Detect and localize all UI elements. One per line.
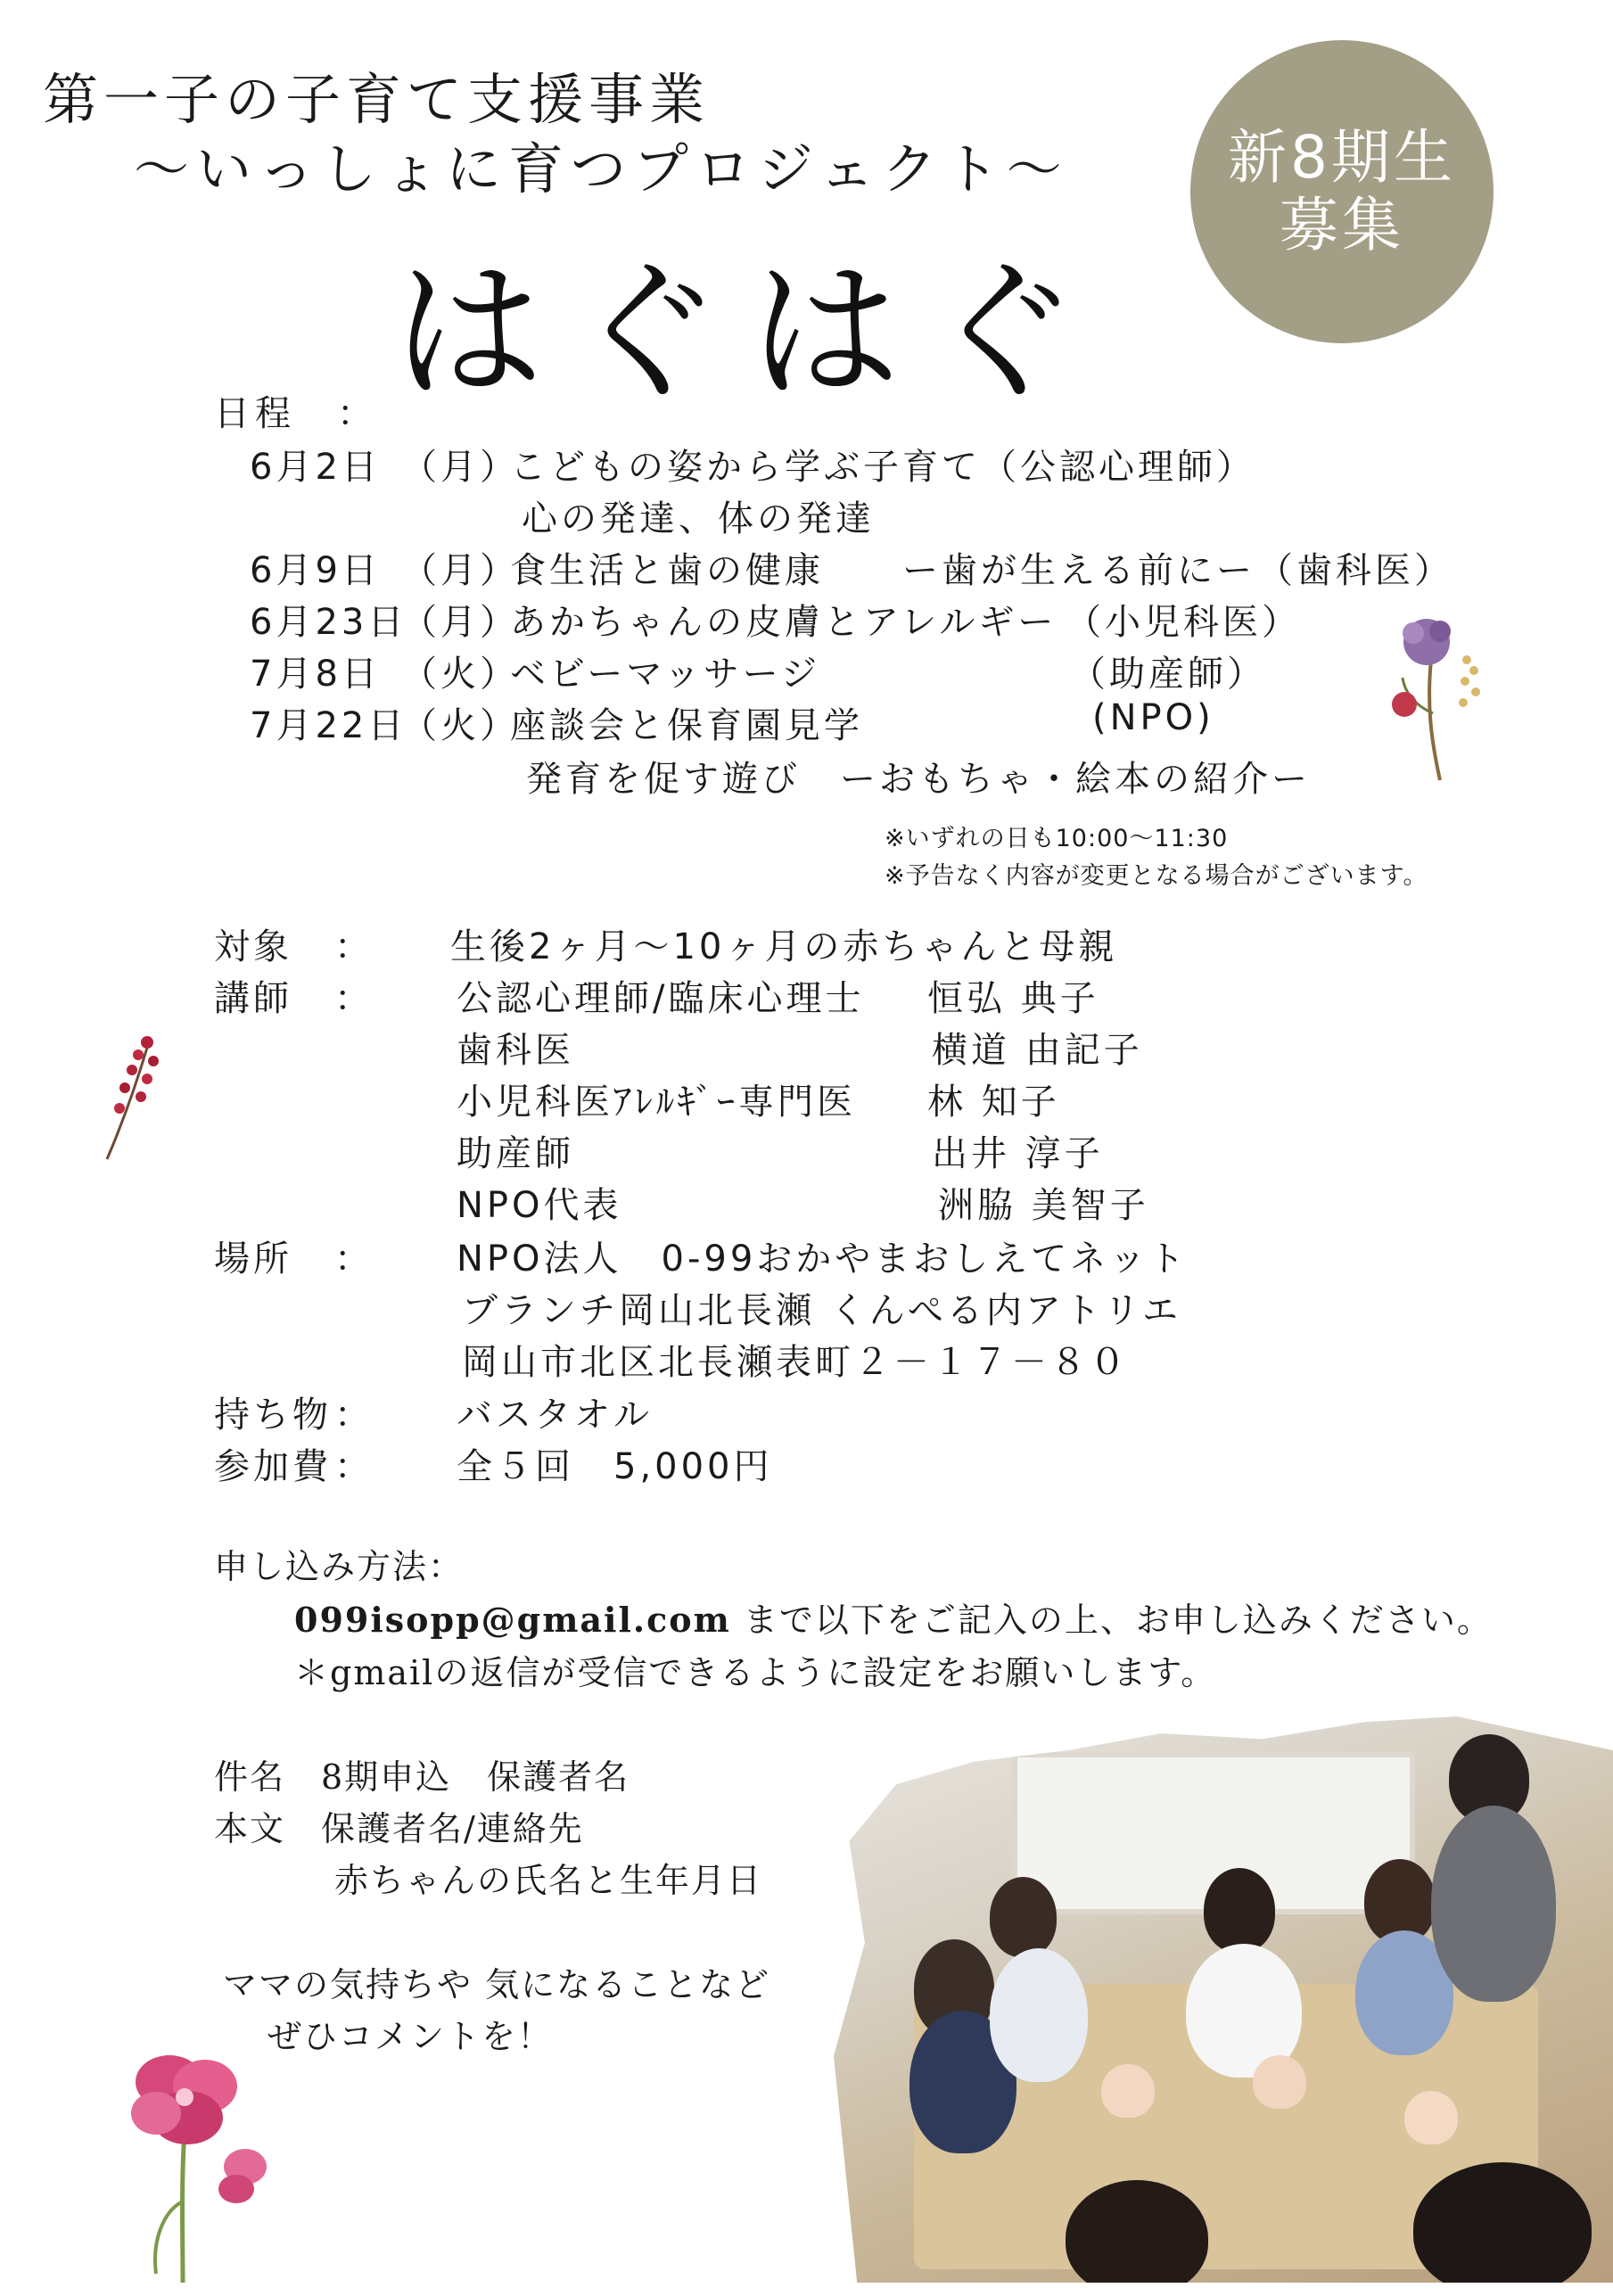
photo-person	[990, 1877, 1057, 1957]
photo-baby	[1253, 2055, 1306, 2109]
pink-flower-icon	[103, 2033, 281, 2283]
schedule-row	[0, 439, 1613, 488]
project-name: 〜いっしょに育つプロジェクト〜	[134, 136, 1069, 202]
instructor-role: 助産師	[457, 1133, 574, 1174]
apply-text: まで以下をご記入の上、お申し込みください。	[730, 1601, 1493, 1640]
form-body-detail: 赤ちゃんの氏名と生年月日	[334, 1861, 763, 1900]
apply-email-link[interactable]: 099isopp@gmail.com	[294, 1600, 731, 1640]
schedule-instructor: （小児科医）	[1066, 602, 1301, 643]
instructor-name: 洲脇 美智子	[938, 1185, 1149, 1226]
instructor-row	[0, 1125, 1613, 1174]
fee-row	[0, 1438, 1613, 1487]
schedule-date: 7月22日	[250, 705, 407, 746]
form-body: 本文 保護者名/連絡先	[214, 1809, 584, 1848]
place-label: 場所	[214, 1239, 292, 1280]
schedule-row	[0, 646, 1613, 695]
purple-flower-icon	[1378, 606, 1502, 785]
place-row	[0, 1282, 1613, 1331]
instructor-name: 横道 由記子	[932, 1030, 1143, 1071]
red-berry-icon	[98, 1030, 169, 1164]
instructor-name: 林 知子	[927, 1082, 1060, 1123]
photo-baby	[1101, 2064, 1155, 2118]
fee-colon: ：	[334, 1446, 374, 1487]
schedule-topic: あかちゃんの皮膚とアレルギー	[510, 602, 1058, 643]
instructor-row	[0, 1177, 1613, 1226]
schedule-dow: （火）	[401, 654, 519, 695]
place-row	[0, 1334, 1613, 1383]
target-colon: ：	[334, 926, 374, 967]
schedule-dow: （火）	[401, 705, 519, 746]
schedule-instructor: (NPO)	[1092, 697, 1214, 738]
schedule-row	[0, 594, 1613, 643]
comment-line2: ぜひコメントを！	[267, 2017, 554, 2056]
recruit-badge	[1190, 40, 1494, 343]
place-line: 岡山市北区北長瀬表町２－１７－８０	[462, 1342, 1129, 1383]
instructor-row	[0, 970, 1613, 1019]
schedule-instructor: （助産師）	[1070, 654, 1266, 695]
place-line: NPO法人 0-99おかやまおしえてネット	[457, 1239, 1189, 1280]
schedule-topic: ベビーマッサージ	[510, 654, 820, 695]
instructor-row	[0, 1074, 1613, 1123]
project-subtitle: 第一子の子育て支援事業	[43, 67, 711, 132]
instructors-label: 講師	[214, 978, 292, 1019]
photo-person	[1204, 1868, 1275, 1953]
comment-line1: ママの気持ちや 気になることなど	[223, 1965, 771, 2004]
schedule-dow: （月）	[401, 447, 519, 488]
schedule-row	[0, 697, 1613, 746]
instructor-role: 歯科医	[457, 1030, 574, 1071]
schedule-change-note: ※予告なく内容が変更となる場合がございます。	[885, 862, 1428, 890]
schedule-date: 6月23日	[250, 602, 407, 643]
apply-label: 申し込み方法：	[214, 1547, 465, 1586]
schedule-time-note: ※いずれの日も10:00〜11:30	[885, 825, 1229, 852]
schedule-topic: こどもの姿から学ぶ子育て	[510, 447, 981, 488]
schedule-subtopic: 心の発達、体の発達	[522, 498, 875, 539]
instructor-name: 出井 淳子	[932, 1133, 1104, 1174]
place-colon: ：	[334, 1239, 374, 1280]
schedule-topic: 食生活と歯の健康 ー歯が生える前にー	[510, 550, 1255, 591]
fee-value: 全５回 5,000円	[457, 1446, 773, 1487]
schedule-dow: （月）	[401, 602, 519, 643]
photo-person	[990, 1948, 1088, 2082]
target-value: 生後2ヶ月〜10ヶ月の赤ちゃんと母親	[450, 926, 1118, 967]
schedule-date: 6月2日	[250, 447, 381, 488]
schedule-date: 6月9日	[250, 550, 381, 591]
photo-person	[1431, 1806, 1556, 2002]
instructor-name: 恒弘 典子	[927, 978, 1099, 1019]
schedule-instructor: （歯科医）	[1257, 550, 1453, 591]
fee-label: 参加費	[214, 1446, 332, 1487]
badge-line1: 新8期生	[1228, 123, 1456, 193]
bring-label: 持ち物	[214, 1395, 332, 1436]
instructor-role: 小児科医ｱﾚﾙｷﾞｰ専門医	[457, 1082, 856, 1123]
apply-instructions	[294, 1592, 1493, 1642]
schedule-instructor: （公認心理師）	[981, 447, 1255, 488]
page-title: はぐはぐ	[392, 244, 1107, 421]
place-row	[0, 1230, 1613, 1280]
target-row	[0, 918, 1613, 967]
badge-line2: 募集	[1280, 191, 1404, 259]
instructor-role: NPO代表	[457, 1185, 622, 1226]
schedule-dow: （月）	[401, 550, 519, 591]
photo-baby	[1404, 2091, 1458, 2144]
apply-gmail-note: ＊gmailの返信が受信できるように設定をお願いします。	[294, 1653, 1217, 1692]
schedule-row	[0, 542, 1613, 591]
schedule-subtopic: 発育を促す遊び ーおもちゃ・絵本の紹介ー	[526, 759, 1311, 800]
class-photo	[834, 1716, 1613, 2283]
schedule-topic: 座談会と保育園見学	[510, 705, 863, 746]
instructors-colon: ：	[334, 978, 374, 1019]
bring-colon: ：	[334, 1395, 374, 1436]
photo-person	[1066, 2180, 1208, 2296]
instructor-role: 公認心理師/臨床心理士	[457, 978, 865, 1019]
instructor-row	[0, 1022, 1613, 1071]
photo-person	[1413, 2162, 1592, 2296]
place-line: ブランチ岡山北長瀬 くんぺる内アトリエ	[462, 1290, 1182, 1331]
bring-row	[0, 1387, 1613, 1436]
target-label: 対象	[214, 926, 292, 967]
form-subject: 件名 8期申込 保護者名	[214, 1757, 630, 1797]
schedule-label: 日程 ：	[214, 393, 378, 434]
schedule-date: 7月8日	[250, 654, 381, 695]
bring-value: バスタオル	[457, 1395, 653, 1436]
